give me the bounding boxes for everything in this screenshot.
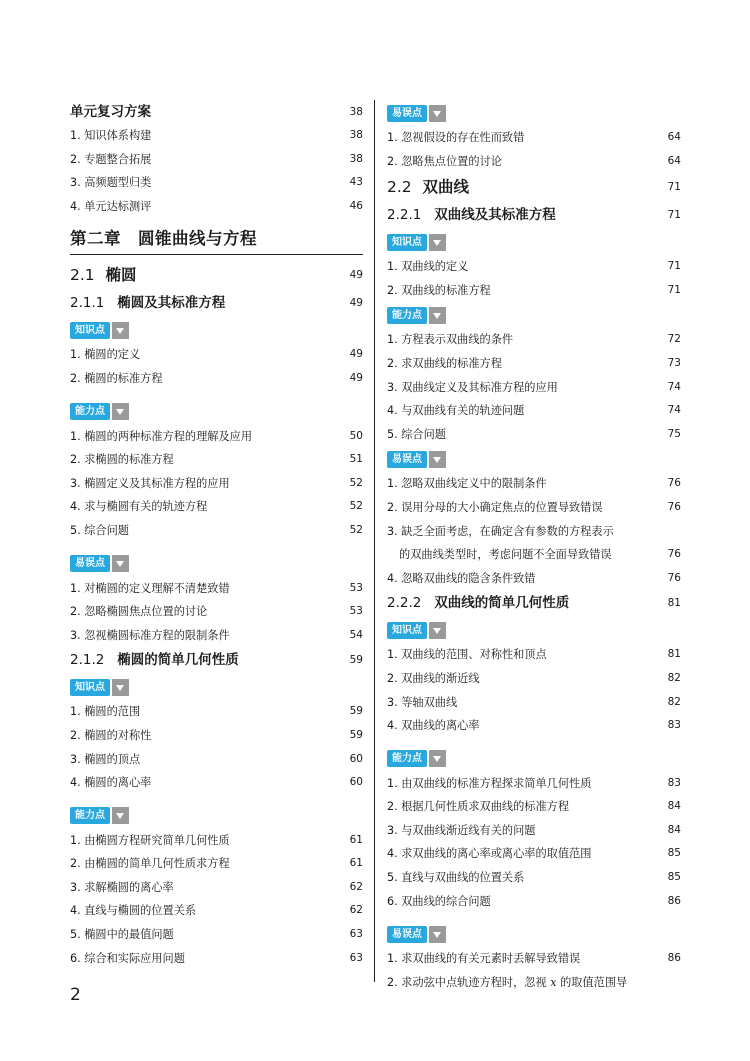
chevron-down-icon bbox=[112, 322, 129, 339]
toc-item-continuation[interactable]: 的双曲线类型时，考虑问题不全面导致错误 76 bbox=[399, 548, 681, 562]
toc-section-2-1[interactable]: 2.1 椭圆 49 bbox=[70, 266, 363, 285]
knowledge-badge: 知识点 bbox=[70, 317, 363, 343]
toc-subsection-2-1-2[interactable]: 2.1.2 椭圆的简单几何性质 59 bbox=[70, 652, 363, 669]
toc-item[interactable]: 1. 知识体系构建 38 bbox=[70, 129, 363, 142]
toc-item[interactable]: 6. 综合和实际应用问题 63 bbox=[70, 951, 363, 965]
toc-item[interactable]: 2. 椭圆的标准方程 49 bbox=[70, 371, 363, 385]
knowledge-badge: 知识点 bbox=[70, 674, 363, 700]
toc-item[interactable]: 1. 求双曲线的有关元素时丢解导致错误 86 bbox=[387, 952, 681, 966]
toc-item[interactable]: 5. 直线与双曲线的位置关系 85 bbox=[387, 871, 681, 885]
chevron-down-icon bbox=[429, 307, 446, 324]
chevron-down-icon bbox=[429, 926, 446, 943]
toc-item[interactable]: 2. 由椭圆的简单几何性质求方程 61 bbox=[70, 857, 363, 871]
ability-badge: 能力点 bbox=[70, 399, 363, 425]
toc-item[interactable]: 3. 椭圆的顶点 60 bbox=[70, 752, 363, 766]
toc-item[interactable]: 2. 双曲线的标准方程 71 bbox=[387, 283, 681, 297]
toc-item[interactable]: 3. 求解椭圆的离心率 62 bbox=[70, 880, 363, 894]
chevron-down-icon bbox=[429, 750, 446, 767]
knowledge-badge: 知识点 bbox=[387, 229, 681, 255]
toc-item[interactable]: 2. 根据几何性质求双曲线的标准方程 84 bbox=[387, 800, 681, 814]
toc-item[interactable]: 2. 误用分母的大小确定焦点的位置导致错误 76 bbox=[387, 500, 681, 514]
error-badge: 易误点 bbox=[70, 551, 363, 577]
toc-subsection-2-2-2[interactable]: 2.2.2 双曲线的简单几何性质 81 bbox=[387, 595, 681, 612]
chapter-title: 第二章 圆锥曲线与方程 bbox=[70, 226, 363, 255]
toc-item[interactable]: 1. 椭圆的范围 59 bbox=[70, 705, 363, 719]
ability-badge: 能力点 bbox=[70, 803, 363, 829]
toc-right-column bbox=[387, 100, 681, 994]
toc-item[interactable]: 4. 双曲线的离心率 83 bbox=[387, 719, 681, 733]
toc-left-column bbox=[70, 100, 363, 970]
toc-section-unit-review[interactable]: 单元复习方案 38 bbox=[70, 104, 363, 120]
toc-item[interactable]: 1. 双曲线的范围、对称性和顶点 81 bbox=[387, 648, 681, 662]
toc-item[interactable]: 1. 方程表示双曲线的条件 72 bbox=[387, 333, 681, 347]
toc-section-2-2[interactable]: 2.2 双曲线 71 bbox=[387, 178, 681, 197]
toc-item[interactable]: 4. 求双曲线的离心率或离心率的取值范围 85 bbox=[387, 847, 681, 861]
toc-item[interactable]: 1. 椭圆的两种标准方程的理解及应用 50 bbox=[70, 429, 363, 443]
toc-item[interactable]: 2. 忽略椭圆焦点位置的讨论 53 bbox=[70, 605, 363, 619]
chevron-down-icon bbox=[112, 555, 129, 572]
toc-item[interactable]: 2. 求椭圆的标准方程 51 bbox=[70, 453, 363, 467]
toc-item[interactable]: 4. 求与椭圆有关的轨迹方程 52 bbox=[70, 500, 363, 514]
toc-item[interactable]: 1. 椭圆的定义 49 bbox=[70, 348, 363, 362]
error-badge: 易误点 bbox=[387, 446, 681, 472]
toc-subsection-2-1-1[interactable]: 2.1.1 椭圆及其标准方程 49 bbox=[70, 295, 363, 312]
page-number: 2 bbox=[70, 985, 81, 1005]
toc-item[interactable]: 3. 椭圆定义及其标准方程的应用 52 bbox=[70, 476, 363, 490]
chevron-down-icon bbox=[112, 807, 129, 824]
chevron-down-icon bbox=[429, 451, 446, 468]
toc-item[interactable]: 4. 忽略双曲线的隐含条件致错 76 bbox=[387, 571, 681, 585]
toc-item[interactable]: 5. 综合问题 75 bbox=[387, 427, 681, 441]
toc-item[interactable]: 3. 忽视椭圆标准方程的限制条件 54 bbox=[70, 628, 363, 642]
toc-item[interactable]: 1. 由双曲线的标准方程探求简单几何性质 83 bbox=[387, 776, 681, 790]
knowledge-badge: 知识点 bbox=[387, 617, 681, 643]
toc-item[interactable]: 2. 求双曲线的标准方程 73 bbox=[387, 356, 681, 370]
toc-item[interactable]: 4. 与双曲线有关的轨迹问题 74 bbox=[387, 404, 681, 418]
toc-item[interactable]: 4. 单元达标测评 46 bbox=[70, 199, 363, 213]
error-badge: 易误点 bbox=[387, 921, 681, 947]
toc-item[interactable]: 2. 专题整合拓展 38 bbox=[70, 152, 363, 166]
toc-item[interactable]: 2. 双曲线的渐近线 82 bbox=[387, 671, 681, 685]
toc-item[interactable]: 4. 直线与椭圆的位置关系 62 bbox=[70, 904, 363, 918]
toc-item[interactable]: 1. 对椭圆的定义理解不清楚致错 53 bbox=[70, 581, 363, 595]
toc-item[interactable]: 2. 椭圆的对称性 59 bbox=[70, 728, 363, 742]
error-badge: 易误点 bbox=[387, 100, 681, 126]
toc-item[interactable]: 1. 由椭圆方程研究简单几何性质 61 bbox=[70, 833, 363, 847]
chevron-down-icon bbox=[112, 679, 129, 696]
toc-item[interactable]: 3. 等轴双曲线 82 bbox=[387, 695, 681, 709]
toc-item[interactable]: 5. 椭圆中的最值问题 63 bbox=[70, 928, 363, 942]
column-divider bbox=[374, 100, 375, 982]
ability-badge: 能力点 bbox=[387, 746, 681, 772]
toc-item[interactable]: 3. 双曲线定义及其标准方程的应用 74 bbox=[387, 380, 681, 394]
toc-item[interactable]: 2. 求动弦中点轨迹方程时，忽视 x 的取值范围导 bbox=[387, 975, 628, 989]
toc-item[interactable]: 2. 忽略焦点位置的讨论 64 bbox=[387, 154, 681, 168]
toc-item[interactable]: 1. 忽略双曲线定义中的限制条件 76 bbox=[387, 477, 681, 491]
toc-item[interactable]: 3. 高频题型归类 43 bbox=[70, 176, 363, 190]
ability-badge: 能力点 bbox=[387, 302, 681, 328]
chevron-down-icon bbox=[429, 622, 446, 639]
toc-subsection-2-2-1[interactable]: 2.2.1 双曲线及其标准方程 71 bbox=[387, 207, 681, 224]
toc-item[interactable]: 6. 双曲线的综合问题 86 bbox=[387, 894, 681, 908]
unit-review-list bbox=[70, 124, 363, 218]
toc-item[interactable]: 1. 忽视假设的存在性而致错 64 bbox=[387, 131, 681, 144]
toc-item[interactable]: 3. 缺乏全面考虑，在确定含有参数的方程表示 bbox=[387, 524, 614, 538]
toc-item[interactable]: 4. 椭圆的离心率 60 bbox=[70, 776, 363, 790]
toc-item[interactable]: 1. 双曲线的定义 71 bbox=[387, 260, 681, 274]
toc-item[interactable]: 5. 综合问题 52 bbox=[70, 523, 363, 537]
chevron-down-icon bbox=[429, 234, 446, 251]
chevron-down-icon bbox=[112, 403, 129, 420]
chevron-down-icon bbox=[429, 105, 446, 122]
toc-item[interactable]: 3. 与双曲线渐近线有关的问题 84 bbox=[387, 823, 681, 837]
